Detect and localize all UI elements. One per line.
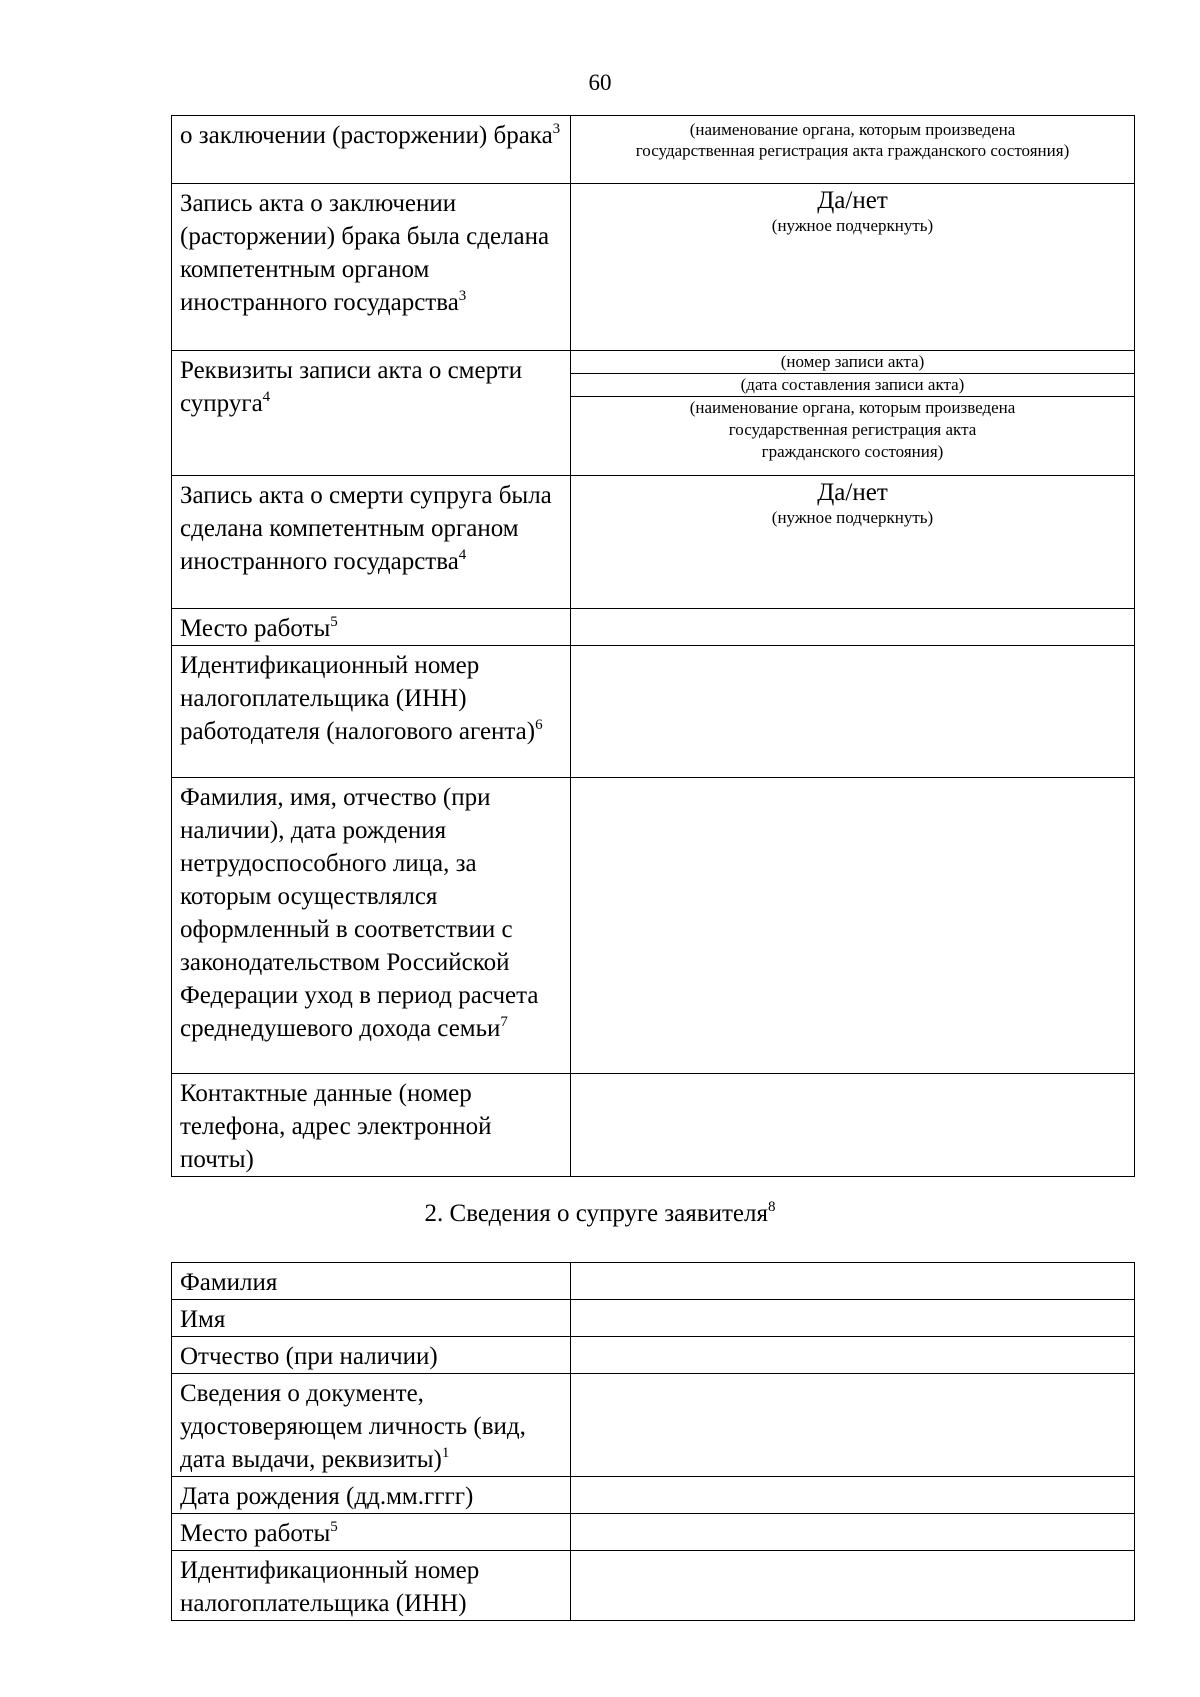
contact-data-field[interactable]	[571, 1074, 1135, 1177]
table-row	[172, 778, 1135, 1074]
table-row	[172, 116, 1135, 184]
death-record-date-hint: (дата составления записи акта)	[740, 375, 965, 394]
death-record-authority-hint-1: (наименование органа, которым произведена	[689, 398, 1016, 417]
death-record-date-field[interactable]	[571, 374, 1134, 397]
marriage-authority-label: о заключении (расторжении) брака$^3$	[172, 116, 571, 184]
table-row	[172, 609, 1135, 646]
table-row	[172, 476, 1135, 609]
underline-hint: (нужное подчеркнуть)	[771, 508, 934, 527]
table-row	[172, 1337, 1135, 1374]
table-row	[172, 1300, 1135, 1337]
death-record-authority-hint-3: гражданского состояния)	[761, 442, 944, 461]
workplace-field[interactable]	[571, 609, 1135, 646]
contact-data-label: Контактные данные (номер телефона, адрес электронной почты)	[172, 1074, 571, 1177]
marriage-authority-cell[interactable]	[571, 116, 1135, 184]
table-row	[172, 184, 1135, 351]
death-record-number-field[interactable]	[571, 351, 1134, 374]
page-number: 60	[588, 70, 612, 95]
death-record-number-hint: (номер записи акта)	[780, 352, 925, 371]
patronymic-label: Отчество (при наличии)	[172, 1337, 571, 1374]
marriage-authority-hint-1: (наименование органа, которым произведена	[689, 120, 1016, 139]
table-row	[172, 1477, 1135, 1514]
care-person-field[interactable]	[571, 778, 1135, 1074]
table-row	[172, 646, 1135, 778]
employer-inn-field[interactable]	[571, 646, 1135, 778]
birth-date-label: Дата рождения (дд.мм.гггг)	[172, 1477, 571, 1514]
care-person-label: Фамилия, имя, отчество (при наличии), дата рождения нетрудоспособного лица, за которым осуществлялся оформленный в соответствии с законодательством Российской Федерации уход в период расчета среднедушевого дохода семьи$^7$	[172, 778, 571, 1074]
table-row	[172, 1074, 1135, 1177]
surname-field[interactable]	[571, 1263, 1135, 1300]
id-document-label: Сведения о документе, удостоверяющем личность (вид, дата выдачи, реквизиты)$^1$	[172, 1374, 571, 1477]
underline-hint: (нужное подчеркнуть)	[771, 216, 934, 235]
death-record-cell	[571, 351, 1135, 476]
employer-inn-label: Идентификационный номер налогоплательщика (ИНН) работодателя (налогового агента)$^6$	[172, 646, 571, 778]
spouse-workplace-label: Место работы$^5$	[172, 1514, 571, 1551]
marriage-foreign-cell[interactable]	[571, 184, 1135, 351]
section-title: 2. Сведения о супруге заявителя$^8$	[424, 1199, 776, 1227]
spouse-details-table	[171, 1262, 1135, 1621]
applicant-details-table	[171, 115, 1135, 1177]
name-label: Имя	[172, 1300, 571, 1337]
surname-label: Фамилия	[172, 1263, 571, 1300]
table-row	[172, 1551, 1135, 1621]
spouse-workplace-field[interactable]	[571, 1514, 1135, 1551]
patronymic-field[interactable]	[571, 1337, 1135, 1374]
name-field[interactable]	[571, 1300, 1135, 1337]
death-foreign-label: Запись акта о смерти супруга была сделана компетентным органом иностранного государства$^4$	[172, 476, 571, 609]
death-foreign-cell[interactable]	[571, 476, 1135, 609]
spouse-inn-field[interactable]	[571, 1551, 1135, 1621]
yes-no-option[interactable]: Да/нет	[817, 479, 888, 506]
workplace-label: Место работы$^5$	[172, 609, 571, 646]
marriage-authority-hint-2: государственная регистрация акта гражданского состояния)	[635, 141, 1070, 160]
spouse-inn-label: Идентификационный номер налогоплательщика (ИНН)	[172, 1551, 571, 1621]
yes-no-option[interactable]: Да/нет	[817, 187, 888, 214]
table-row	[172, 1514, 1135, 1551]
table-row	[172, 1263, 1135, 1300]
table-row	[172, 1374, 1135, 1477]
id-document-field[interactable]	[571, 1374, 1135, 1477]
table-row	[172, 351, 1135, 476]
death-record-authority-hint-2: государственная регистрация акта	[728, 420, 977, 439]
death-record-authority-field[interactable]	[571, 397, 1134, 465]
birth-date-field[interactable]	[571, 1477, 1135, 1514]
marriage-foreign-label: Запись акта о заключении (расторжении) брака была сделана компетентным органом иностранного государства$^3$	[172, 184, 571, 351]
death-record-label: Реквизиты записи акта о смерти супруга$^4$	[172, 351, 571, 476]
